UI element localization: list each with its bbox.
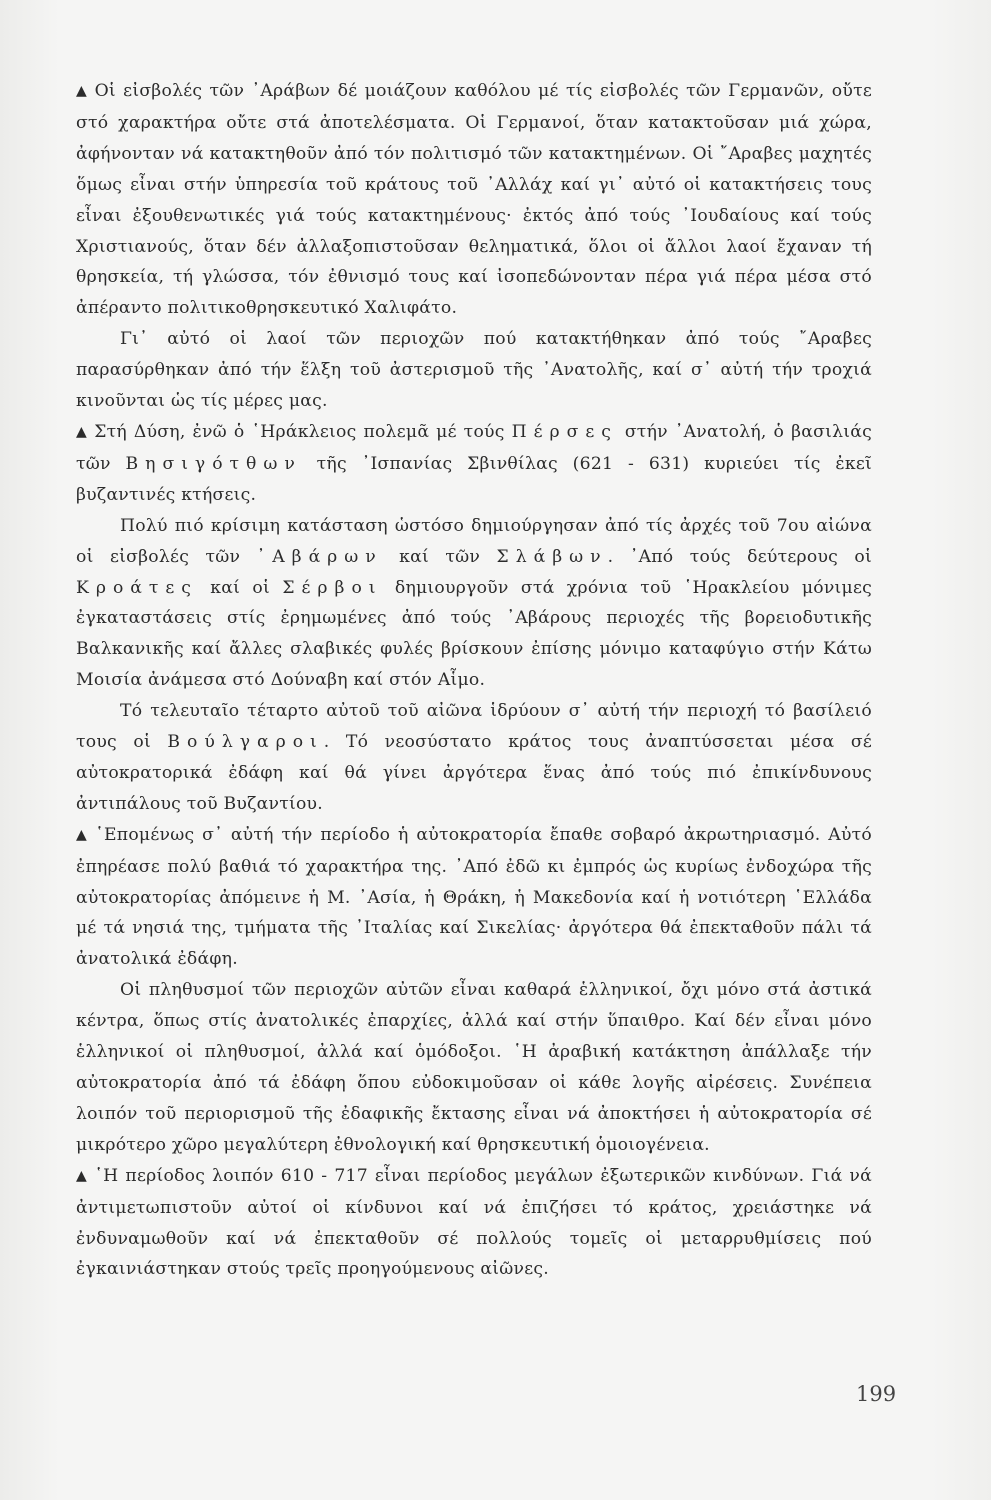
spaced-term: Πέρσες — [511, 421, 618, 442]
paragraph-bulgarians: Τό τελευταῖο τέταρτο αὐτοῦ τοῦ αἰῶνα ἱδρύουν σ᾿ αὐτή τήν περιοχή τό βασίλειό τους οἱ Βούλγαροι. Τό νεοσύστατο κράτος τους ἀναπτύσσεται μέσα σέ αὐτοκρατορικά ἐδάφη καί θά γίνει ἀργότερα ἕνας ἀπό τούς πιό ἐπικίνδυνους ἀντιπάλους τοῦ Βυζαντίου. — [76, 701, 872, 814]
triangle-marker-icon: ▲ — [76, 826, 90, 843]
paragraph-arab-invasions: ▲ Οἱ εἰσβολές τῶν ᾿Αράβων δέ μοιάζουν καθόλου μέ τίς εἰσβολές τῶν Γερμανῶν, οὔτε στό χαρακτήρα οὔτε στά ἀποτελέσματα. Οἱ Γερμανοί, ὅταν κατακτοῦσαν μιά χώρα, ἀφήνονταν νά κατακτηθοῦν ἀπό τόν πολιτισμό τῶν κατακτημένων. Οἱ ῎Αραβες μαχητές ὅμως εἶναι στήν ὑπηρεσία τοῦ κράτους τοῦ ᾿Αλλάχ καί γι᾿ αὐτό οἱ κατακτήσεις τους εἶναι ἐξουθενωτικές γιά τούς κατακτημένους· ἐκτός ἀπό τούς ᾿Ιουδαίους καί τούς Χριστιανούς, ὅταν δέν ἀλλαξοπιστοῦσαν θεληματικά, ὅλοι οἱ ἄλλοι λαοί ἔχαναν τή θρησκεία, τή γλώσσα, τόν ἐθνισμό τους καί ἰσοπεδώνονταν πέρα γιά πέρα μέσα στό ἀπέραντο πολιτικοθρησκευτικό Χαλιφάτο. — [76, 81, 872, 319]
paragraph-eastern-orbit: Γι᾿ αὐτό οἱ λαοί τῶν περιοχῶν πού κατακτήθηκαν ἀπό τούς ῎Αραβες παρασύρθηκαν ἀπό τήν ἕλξη τοῦ ἀστερισμοῦ τῆς ᾿Ανατολῆς, καί σ᾿ αὐτή τήν τροχιά κινοῦνται ὡς τίς μέρες μας. — [76, 329, 872, 412]
body-text — [76, 76, 872, 1285]
paragraph-avars-slavs: Πολύ πιό κρίσιμη κατάσταση ὡστόσο δημιούργησαν ἀπό τίς ἀρχές τοῦ 7ου αἰώνα οἱ εἰσβολές τῶν ᾿Αβάρων καί τῶν Σλάβων. ᾿Από τούς δεύτερους οἱ Κροάτες καί οἱ Σέρβοι δημιουργοῦν στά χρόνια τοῦ ῾Ηρακλείου μόνιμες ἐγκαταστάσεις στίς ἐρημωμένες ἀπό τούς ᾿Αβάρους περιοχές τῆς βορειοδυτικῆς Βαλκανικῆς καί ἄλλες σλαβικές φυλές βρίσκουν ἐπίσης μόνιμο καταφύγιο στήν Κάτω Μοισία ἀνάμεσα στό Δούναβη καί στόν Αἷμο. — [76, 515, 873, 691]
spaced-term: Σέρβοι — [282, 577, 383, 598]
spaced-term: Βησιγότθων — [125, 453, 302, 474]
paragraph-period-610-717: ▲ ῾Η περίοδος λοιπόν 610 - 717 εἶναι περίοδος μεγάλων ἐξωτερικῶν κινδύνων. Γιά νά ἀντιμετωπιστοῦν αὐτοί οἱ κίνδυνοι καί νά ἐπιζήσει τό κράτος, χρειάστηκε νά ἐνδυναμωθοῦν καί νά ἐπεκταθοῦν σέ πολλούς τομεῖς οἱ μεταρρυθμίσεις πού ἐγκαινιάστηκαν στούς τρεῖς προηγούμενους αἰῶνες. — [76, 1165, 872, 1280]
spaced-term: Βούλγαροι — [167, 732, 324, 753]
spaced-term: ᾿Αβάρων — [256, 546, 383, 567]
paragraph-amputation: ▲ ῾Επομένως σ᾿ αὐτή τήν περίοδο ἡ αὐτοκρατορία ἔπαθε σοβαρό ἀκρωτηριασμό. Αὐτό ἐπηρέασε πολύ βαθιά τό χαρακτήρα της. ᾿Από ἐδῶ κι ἐμπρός ὡς κυρίως ἐνδοχώρα τῆς αὐτοκρατορίας ἀπόμεινε ἡ Μ. ᾿Ασία, ἡ Θράκη, ἡ Μακεδονία καί ἡ νοτιότερη ῾Ελλάδα μέ τά νησιά της, τμήματα τῆς ᾿Ιταλίας καί Σικελίας· ἀργότερα θά ἐπεκταθοῦν πάλι τά ἀνατολικά ἐδάφη. — [76, 824, 872, 970]
spaced-term: Σλάβων — [496, 546, 608, 567]
page-number: 199 — [856, 1382, 897, 1406]
triangle-marker-icon: ▲ — [76, 83, 89, 99]
paragraph-homogeneity: Οἱ πληθυσμοί τῶν περιοχῶν αὐτῶν εἶναι καθαρά ἑλληνικοί, ὄχι μόνο στά ἀστικά κέντρα, ὅπως στίς ἀνατολικές ἐπαρχίες, ἀλλά καί στήν ὕπαιθρο. Καί δέν εἶναι μόνο ἑλληνικοί οἱ πληθυσμοί, ἀλλά καί ὁμόδοξοι. ῾Η ἀραβική κατάκτηση ἀπάλλαξε τήν αὐτοκρατορία ἀπό τά ἐδάφη ὅπου εὐδοκιμοῦσαν οἱ κάθε λογῆς αἱρέσεις. Συνέπεια λοιπόν τοῦ περιορισμοῦ τῆς ἐδαφικῆς ἔκτασης εἶναι νά ἀποκτήσει ἡ αὐτοκρατορία σέ μικρότερο χῶρο μεγαλύτερη ἐθνολογική καί θρησκευτική ὁμοιογένεια. — [76, 980, 872, 1155]
triangle-marker-icon: ▲ — [76, 423, 89, 440]
paragraph-west-visigoths: ▲ Στή Δύση, ἐνῶ ὁ ῾Ηράκλειος πολεμᾶ μέ τούς Πέρσες στήν ᾿Ανατολή, ὁ βασιλιάς τῶν Βησιγότθων τῆς ᾿Ισπανίας Σβινθίλας (621 - 631) κυριεύει τίς ἐκεῖ βυζαντινές κτήσεις. — [76, 421, 873, 505]
spaced-term: Κροάτες — [76, 577, 198, 598]
triangle-marker-icon: ▲ — [76, 1167, 89, 1184]
